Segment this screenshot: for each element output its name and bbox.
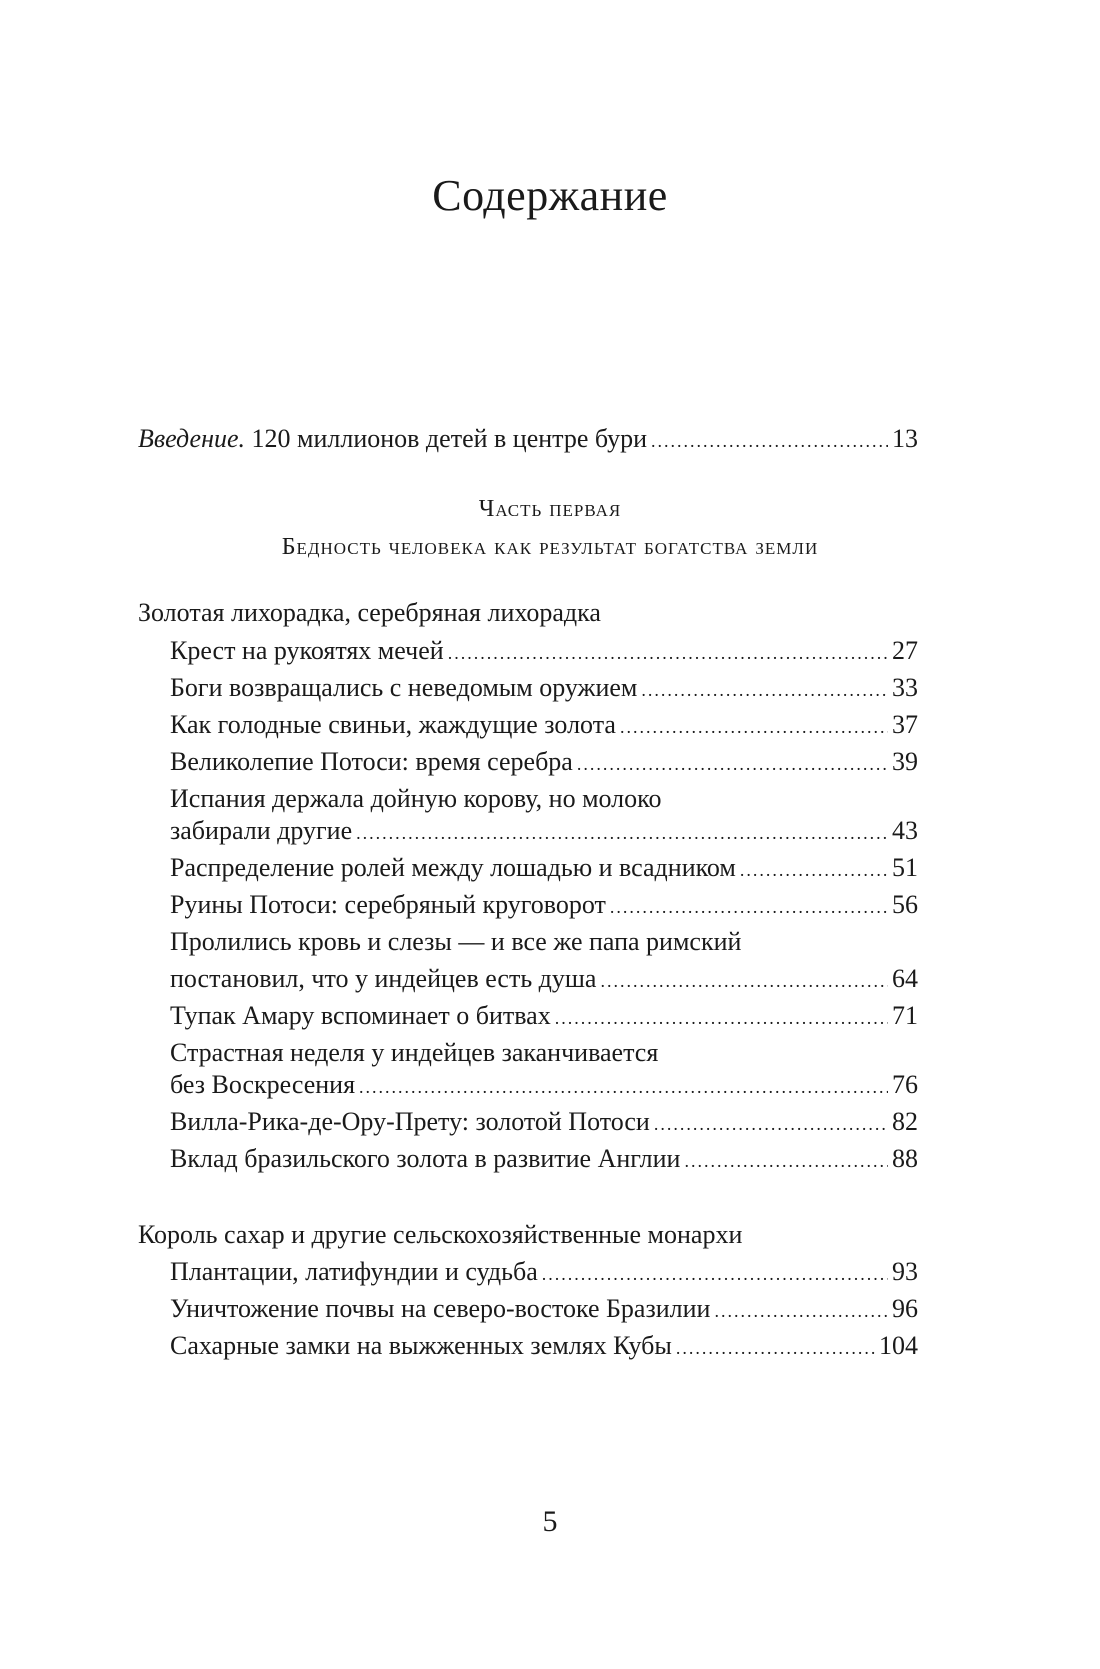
toc-entry[interactable]: Великолепие Потоси: время серебра ..... 39 bbox=[170, 747, 918, 777]
toc-entry-label-line1: Страстная неделя у индейцев заканчивается bbox=[170, 1038, 659, 1067]
dot-leader bbox=[651, 431, 888, 452]
toc-entry-label-line1: Испания держала дойную корову, но молоко bbox=[170, 784, 662, 813]
dot-leader bbox=[359, 1077, 888, 1098]
dot-leader bbox=[610, 897, 888, 918]
dot-leader bbox=[641, 680, 888, 701]
toc-entry[interactable]: постановил, что у индейцев есть душа ..... 64 bbox=[170, 964, 918, 994]
toc-entry[interactable]: без Воскресения ..... 76 bbox=[170, 1070, 918, 1100]
part-subtitle: Бедность человека как результат богатства земли bbox=[281, 534, 819, 560]
dot-leader bbox=[356, 823, 888, 844]
toc-entry[interactable]: Вилла-Рика-де-Ору-Прету: золотой Потоси ..... 82 bbox=[170, 1107, 918, 1137]
dot-leader bbox=[740, 860, 888, 881]
toc-entry[interactable]: Крест на рукоятях мечей ..... 27 bbox=[170, 636, 918, 666]
dot-leader bbox=[577, 754, 888, 775]
dot-leader bbox=[542, 1264, 888, 1285]
dot-leader bbox=[620, 717, 888, 738]
dot-leader bbox=[714, 1301, 888, 1322]
toc-entry-label-line1: Пролились кровь и слезы — и все же папа римский bbox=[170, 927, 742, 956]
dot-leader bbox=[600, 971, 888, 992]
page-title: Содержание bbox=[432, 171, 668, 220]
dot-leader bbox=[555, 1008, 888, 1029]
toc-entry-intro[interactable] bbox=[138, 424, 918, 454]
section-heading: Золотая лихорадка, серебряная лихорадка bbox=[138, 598, 601, 627]
toc-entry[interactable]: Боги возвращались с неведомым оружием ..... 33 bbox=[170, 673, 918, 703]
toc-entry-label: Введение. 120 миллионов детей в центре бури bbox=[138, 424, 648, 453]
toc-entry[interactable]: Руины Потоси: серебряный круговорот ..... 56 bbox=[170, 890, 918, 920]
toc-entry[interactable]: Распределение ролей между лошадью и всадником ..... 51 bbox=[170, 853, 918, 883]
toc-entry[interactable]: забирали другие ..... 43 bbox=[170, 816, 918, 846]
section-heading: Король сахар и другие сельскохозяйственные монархи bbox=[138, 1220, 743, 1249]
dot-leader bbox=[684, 1151, 888, 1172]
toc-entry[interactable]: Плантации, латифундии и судьба ..... 93 bbox=[170, 1257, 918, 1287]
toc-entry-page: 13 bbox=[892, 424, 918, 453]
toc-entry[interactable]: Уничтожение почвы на северо-востоке Бразилии ..... 96 bbox=[170, 1294, 918, 1324]
toc-entry[interactable]: Сахарные замки на выжженных землях Кубы ..... 104 bbox=[170, 1331, 918, 1361]
toc-entry[interactable]: Как голодные свиньи, жаждущие золота ..... 37 bbox=[170, 710, 918, 740]
part-name: Часть первая bbox=[478, 496, 622, 522]
dot-leader bbox=[676, 1338, 875, 1359]
dot-leader bbox=[654, 1114, 888, 1135]
toc-entry[interactable]: Вклад бразильского золота в развитие Англии ..... 88 bbox=[170, 1144, 918, 1174]
dot-leader bbox=[448, 643, 888, 664]
toc-entry[interactable]: Тупак Амару вспоминает о битвах ..... 71 bbox=[170, 1001, 918, 1031]
page-number: 5 bbox=[542, 1505, 558, 1538]
